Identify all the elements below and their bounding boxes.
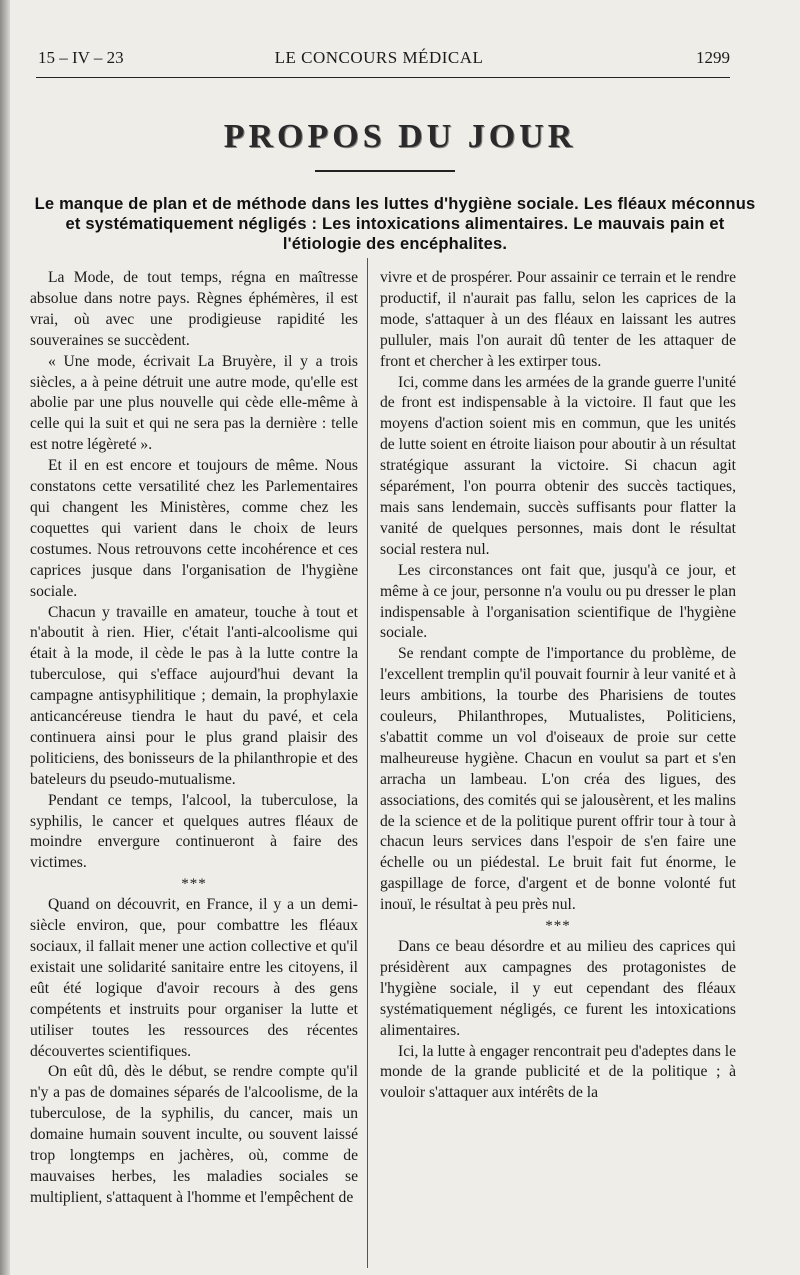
- issue-date: 15 – IV – 23: [38, 48, 124, 67]
- section-separator: ***: [181, 876, 207, 893]
- paragraph: « Une mode, écrivait La Bruyère, il y a trois siècles, a à peine détruit une autre mode, qu'elle est abolie par une plus nouvelle qui cède elle-même à celle qui la suit et qui ne sera pas la dernière : telle est notre légèreté ».: [30, 352, 358, 454]
- paragraph: Et il en est encore et toujours de même. Nous constatons cette versatilité chez les Parlementaires qui changent les Ministères, comme chez les coquettes qui varient dans le choix de leurs costumes. Nous retrouvons cette incohérence et ces caprices jusque dans l'organisation de l'hygiène sociale.: [30, 457, 358, 600]
- article-subtitle: Le manque de plan et de méthode dans les luttes d'hygiène sociale. Les fléaux méconnus et systématiquement négligés : Les intoxications alimentaires. Le mauvais pain et l'étiologie des encéphalites.: [34, 195, 756, 253]
- paragraph: Quand on découvrit, en France, il y a un demi-siècle environ, que, pour combattre les fléaux sociaux, il fallait mener une action collective et qu'il existait une solidarité sanitaire entre les citoyens, il eût été logique d'avoir recours à des gens compétents et instruits pour organiser la lutte et utiliser toutes les ressources des récentes découvertes scientifiques.: [30, 896, 358, 1060]
- page-number: 1299: [696, 48, 730, 67]
- article-title: PROPOS DU JOUR: [223, 118, 577, 155]
- paragraph: Se rendant compte de l'importance du problème, de l'excellent tremplin qu'il pouvait fournir à leur vanité et à leurs ambitions, la tourbe des Pharisiens de toutes couleurs, Philanthropes, Mutualistes, Politiciens, s'abattit comme un vol d'oiseaux de proie sur cette malheureuse hygiène. Chacun en voulut sa part et s'en arracha un lambeau. L'on créa des ligues, des associations, des comités qui se jalousèrent, et les malins de la science et de la politique purent offrir tour à tour à chacun leurs services dans l'espoir de s'en faire une échelle ou un piédestal. Le bruit fait fut énorme, le gaspillage de force, d'argent et de bonne volonté fut inouï, le résultat à peu près nul.: [380, 645, 736, 914]
- paragraph: Ici, la lutte à engager rencontrait peu d'adeptes dans le monde de la grande publicité et de la politique ; à vouloir s'attaquer aux intérêts de la: [380, 1042, 736, 1102]
- running-head: [28, 48, 730, 74]
- paragraph: Dans ce beau désordre et au milieu des caprices qui présidèrent aux campagnes des protagonistes de l'hygiène sociale, il y eut cependant des fléaux systématiquement négligés, ce furent les intoxications alimentaires.: [380, 938, 736, 1039]
- title-rule: [315, 170, 455, 172]
- right-column: [380, 268, 736, 1104]
- journal-name: LE CONCOURS MÉDICAL: [274, 48, 484, 67]
- paragraph: Les circonstances ont fait que, jusqu'à ce jour, et même à ce jour, personne n'a voulu ou pu dresser le plan indispensable à l'organisation scientifique de l'hygiène sociale.: [380, 561, 736, 642]
- page-binding-edge: [0, 0, 10, 1275]
- paragraph: Ici, comme dans les armées de la grande guerre l'unité de front est indispensable à la victoire. Il faut que les moyens d'action soient mis en commun, que les unités de lutte soient en étroite liaison pour aboutir à un résultat stratégique assurant la victoire. Si chacun agit séparément, l'on pourra obtenir des succès tactiques, mais sans lendemain, succès suffisants pour flatter la vanité de quelques personnes, mais dont le résultat social restera nul.: [380, 373, 736, 558]
- paragraph: Pendant ce temps, l'alcool, la tuberculose, la syphilis, le cancer et quelques autres fléaux de moindre envergure continueront à faire des victimes.: [30, 791, 358, 872]
- left-column: [30, 268, 358, 1209]
- section-separator: ***: [545, 918, 571, 935]
- paragraph: On eût dû, dès le début, se rendre compte qu'il n'y a pas de domaines séparés de l'alcoolisme, de la tuberculose, de la syphilis, du cancer, mais un domaine humain souvent inculte, ou souvent laissé trop longtemps en jachères, où, comme de mauvaises herbes, les maladies sociales se multiplient, s'attaquent à l'homme et l'empêchent de: [30, 1063, 358, 1206]
- paragraph: vivre et de prospérer. Pour assainir ce terrain et le rendre productif, il n'aurait pas fallu, selon les caprices de la mode, s'attaquer à un des fléaux en laissant les autres pulluler, mais l'on aurait dû tenter de les attaquer de front et chercher à les extirper tous.: [380, 269, 736, 370]
- paragraph: Chacun y travaille en amateur, touche à tout et n'aboutit à rien. Hier, c'était l'anti-alcoolisme qui était à la mode, il cède le pas à la lutte contre la tuberculose, qui s'efface aujourd'hui devant la campagne antisyphilitique ; demain, la prophylaxie anticancéreuse tiendra le haut du pavé, et cela continuera ainsi pour le plus grand plaisir des politiciens, des bonisseurs de la philanthropie et des bateleurs du pseudo-mutualisme.: [30, 603, 358, 788]
- paragraph: La Mode, de tout temps, régna en maîtresse absolue dans notre pays. Règnes éphémères, il est vrai, où avec une prodigieuse rapidité les souveraines se succèdent.: [30, 269, 358, 349]
- header-rule: [36, 77, 730, 78]
- column-divider: [367, 258, 368, 1268]
